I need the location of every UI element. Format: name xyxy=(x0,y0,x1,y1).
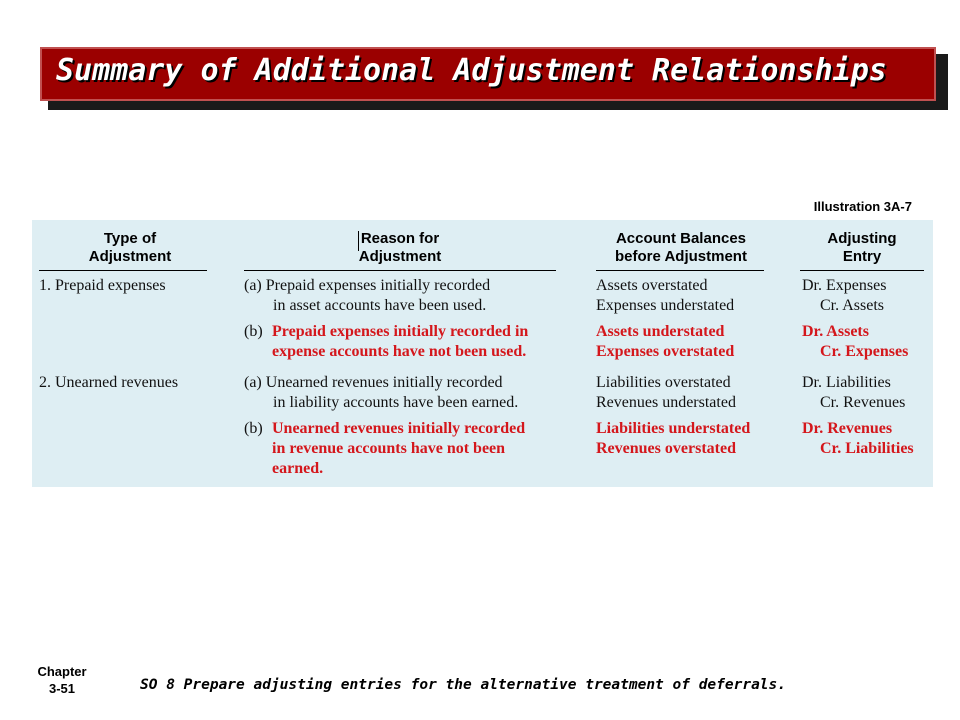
row-prepaid-b-reason-line2: expense accounts have not been used. xyxy=(272,343,527,360)
row-unearned-a-reason-line1: (a) Unearned revenues initially recorded xyxy=(244,374,503,391)
row-prepaid-a-entry-line2: Cr. Assets xyxy=(820,297,885,314)
row-unearned-a-balances-line1: Liabilities overstated xyxy=(596,374,731,391)
row-prepaid-a-entry-line1: Dr. Expenses xyxy=(802,277,887,294)
row-prepaid-a-reason-line2: in asset accounts have been used. xyxy=(273,297,487,314)
row-unearned-a-entry xyxy=(802,373,905,413)
header-type-line1: Type of xyxy=(103,230,157,247)
row-unearned-b-entry xyxy=(802,419,914,459)
header-balances xyxy=(596,230,766,266)
row-unearned-b-entry-line1: Dr. Revenues xyxy=(802,420,893,437)
header-entry xyxy=(802,230,922,266)
row-prepaid-a-reason-line1: (a) Prepaid expenses initially recorded xyxy=(244,277,491,294)
row-unearned-b-balances-line1: Liabilities understated xyxy=(596,420,751,437)
row-prepaid-type: 1. Prepaid expenses xyxy=(39,277,166,294)
chapter-label-line1: Chapter xyxy=(37,664,87,679)
row-unearned-b-balances xyxy=(596,419,750,459)
row-unearned-type: 2. Unearned revenues xyxy=(39,374,179,391)
header-balances-rule xyxy=(596,270,764,271)
row-unearned-a-reason-line2: in liability accounts have been earned. xyxy=(273,394,519,411)
row-prepaid-b-entry-line1: Dr. Assets xyxy=(802,323,869,340)
row-unearned-a-entry-line2: Cr. Revenues xyxy=(820,394,906,411)
header-balances-line2: before Adjustment xyxy=(615,248,747,265)
row-prepaid-b-balances xyxy=(596,322,734,362)
row-unearned-b-reason-line3: earned. xyxy=(272,460,324,477)
row-unearned-a-balances-line2: Revenues understated xyxy=(596,394,736,411)
header-reason-line2: Adjustment xyxy=(358,248,442,265)
header-balances-line1: Account Balances xyxy=(615,230,747,247)
row-prepaid-a-balances-line2: Expenses understated xyxy=(596,297,735,314)
row-unearned-a-entry-line1: Dr. Liabilities xyxy=(802,374,891,391)
text-cursor xyxy=(358,231,359,251)
row-prepaid-b-balances-line2: Expenses overstated xyxy=(596,343,735,360)
row-unearned-b-balances-line2: Revenues overstated xyxy=(596,440,736,457)
header-entry-line1: Adjusting xyxy=(827,230,897,247)
row-prepaid-b-prefix: (b) xyxy=(244,323,263,340)
row-prepaid-b-balances-line1: Assets understated xyxy=(596,323,725,340)
row-unearned-b-entry-line2: Cr. Liabilities xyxy=(820,440,914,457)
title-banner xyxy=(40,47,936,101)
summary-table xyxy=(32,220,933,487)
header-type-line2: Adjustment xyxy=(88,248,172,265)
row-prepaid-a-balances xyxy=(596,276,734,316)
slide-title: Summary of Additional Adjustment Relationships xyxy=(56,53,887,88)
study-objective: SO 8 Prepare adjusting entries for the alternative treatment of deferrals. xyxy=(140,677,787,693)
header-reason-rule xyxy=(244,270,556,271)
row-unearned-a-reason xyxy=(244,373,518,413)
row-prepaid-b-reason xyxy=(272,322,528,362)
chapter-label xyxy=(22,663,102,697)
row-prepaid-a-balances-line1: Assets overstated xyxy=(596,277,708,294)
row-prepaid-b-reason-line1: Prepaid expenses initially recorded in xyxy=(272,323,529,340)
header-reason-line1: Reason for xyxy=(360,230,440,247)
row-prepaid-b-entry xyxy=(802,322,908,362)
row-unearned-b-reason-line1: Unearned revenues initially recorded xyxy=(272,420,526,437)
row-unearned-b-prefix: (b) xyxy=(244,420,263,437)
chapter-label-line2: 3-51 xyxy=(48,681,76,696)
row-prepaid-a-entry xyxy=(802,276,886,316)
header-entry-rule xyxy=(800,270,924,271)
header-type xyxy=(70,230,190,266)
row-unearned-b-reason xyxy=(272,419,525,479)
header-entry-line2: Entry xyxy=(842,248,882,265)
row-unearned-b-reason-line2: in revenue accounts have not been xyxy=(272,440,506,457)
row-prepaid-b-entry-line2: Cr. Expenses xyxy=(820,343,909,360)
row-prepaid-a-reason xyxy=(244,276,490,316)
row-unearned-a-balances xyxy=(596,373,736,413)
header-type-rule xyxy=(39,270,207,271)
illustration-label: Illustration 3A-7 xyxy=(813,199,912,214)
